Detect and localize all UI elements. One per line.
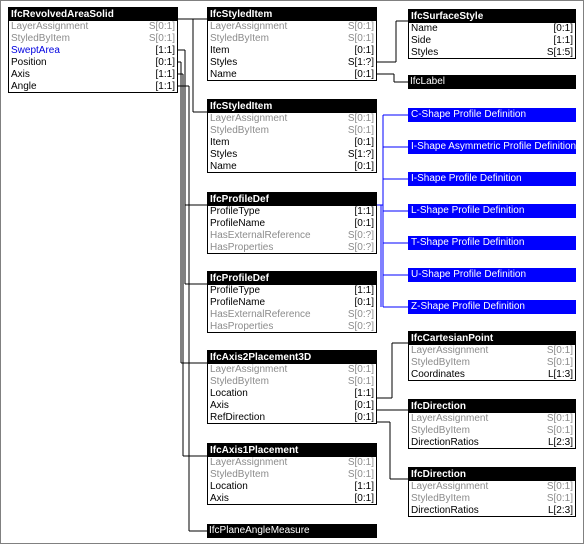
attribute-name: LayerAssignment: [411, 481, 489, 492]
entity-ifc-label[interactable]: IfcLabel: [408, 75, 576, 89]
attribute-cardinality: S[0:1]: [148, 33, 175, 44]
entity-title: IfcStyledItem: [208, 100, 376, 113]
attribute-name: LayerAssignment: [411, 413, 489, 424]
attribute-name: ProfileName: [210, 218, 266, 229]
attribute-name: HasExternalReference: [210, 230, 311, 241]
attribute-cardinality: L[1:3]: [547, 369, 573, 380]
attribute-cardinality: S[0:1]: [347, 364, 374, 375]
profile-definition-c-shape[interactable]: C-Shape Profile Definition: [408, 108, 576, 122]
attribute-row[interactable]: [409, 47, 575, 59]
attribute-row[interactable]: [208, 297, 376, 309]
attribute-name: RefDirection: [210, 412, 266, 423]
entity-title: IfcDirection: [409, 468, 575, 481]
attribute-row[interactable]: [409, 345, 575, 357]
attribute-cardinality: S[0:?]: [347, 242, 374, 253]
attribute-name: StyledByItem: [210, 125, 269, 136]
attribute-row[interactable]: [409, 357, 575, 369]
attribute-name: StyledByItem: [210, 469, 269, 480]
attribute-row[interactable]: [208, 218, 376, 230]
attribute-row[interactable]: [208, 321, 376, 333]
attribute-name: ProfileType: [210, 206, 261, 217]
attribute-cardinality: S[0:1]: [347, 125, 374, 136]
attribute-row[interactable]: [409, 413, 575, 425]
attribute-cardinality: [0:1]: [354, 400, 374, 411]
attribute-name: Name: [210, 69, 237, 80]
attribute-cardinality: [0:1]: [354, 218, 374, 229]
entity-ifc-cartesian-point[interactable]: [408, 331, 576, 381]
profile-definition-t-shape[interactable]: T-Shape Profile Definition: [408, 236, 576, 250]
attribute-cardinality: L[2:3]: [547, 437, 573, 448]
attribute-row[interactable]: [409, 425, 575, 437]
attribute-row[interactable]: [409, 505, 575, 517]
attribute-name: Position: [11, 57, 47, 68]
attribute-name: Angle: [11, 81, 37, 92]
attribute-row[interactable]: [9, 21, 177, 33]
entity-ifc-profile-def[interactable]: [207, 192, 377, 254]
entity-ifc-profile-def[interactable]: [207, 271, 377, 333]
entity-ifc-plane-angle-measure[interactable]: IfcPlaneAngleMeasure: [207, 524, 377, 538]
attribute-name: LayerAssignment: [11, 21, 89, 32]
attribute-row[interactable]: [208, 33, 376, 45]
attribute-row[interactable]: [208, 412, 376, 424]
attribute-row[interactable]: [208, 113, 376, 125]
attribute-row[interactable]: [409, 493, 575, 505]
attribute-cardinality: S[1:?]: [347, 149, 374, 160]
entity-title: IfcProfileDef: [208, 193, 376, 206]
attribute-name: Location: [210, 481, 248, 492]
attribute-name: DirectionRatios: [411, 437, 479, 448]
attribute-cardinality: S[0:1]: [347, 33, 374, 44]
attribute-cardinality: [1:1]: [354, 285, 374, 296]
entity-title: IfcSurfaceStyle: [409, 10, 575, 23]
attribute-row[interactable]: [208, 400, 376, 412]
entity-title: IfcRevolvedAreaSolid: [9, 8, 177, 21]
attribute-row[interactable]: [409, 481, 575, 493]
entity-title: IfcProfileDef: [208, 272, 376, 285]
attribute-name: Styles: [411, 47, 439, 58]
attribute-name: LayerAssignment: [210, 113, 288, 124]
entity-title: IfcAxis1Placement: [208, 444, 376, 457]
attribute-name: HasProperties: [210, 321, 274, 332]
attribute-cardinality: S[1:5]: [546, 47, 573, 58]
attribute-name: StyledByItem: [411, 493, 470, 504]
attribute-name: ProfileName: [210, 297, 266, 308]
attribute-name: SweptArea: [11, 45, 60, 56]
attribute-cardinality: [1:1]: [553, 35, 573, 46]
attribute-name: LayerAssignment: [210, 21, 288, 32]
attribute-name: ProfileType: [210, 285, 261, 296]
attribute-row[interactable]: [409, 35, 575, 47]
attribute-cardinality: S[0:1]: [546, 493, 573, 504]
attribute-cardinality: [0:1]: [354, 69, 374, 80]
attribute-name: LayerAssignment: [210, 364, 288, 375]
attribute-row[interactable]: [208, 137, 376, 149]
attribute-cardinality: S[0:1]: [546, 425, 573, 436]
profile-definition-z-shape[interactable]: Z-Shape Profile Definition: [408, 300, 576, 314]
attribute-row[interactable]: [208, 376, 376, 388]
attribute-row[interactable]: [208, 457, 376, 469]
entity-ifc-direction[interactable]: [408, 467, 576, 517]
entity-title: IfcStyledItem: [208, 8, 376, 21]
attribute-cardinality: [1:1]: [155, 45, 175, 56]
attribute-row[interactable]: [208, 161, 376, 173]
attribute-name: LayerAssignment: [210, 457, 288, 468]
attribute-name: StyledByItem: [411, 425, 470, 436]
attribute-name: Name: [411, 23, 438, 34]
entity-ifc-direction[interactable]: [408, 399, 576, 449]
attribute-row[interactable]: [409, 369, 575, 381]
attribute-row[interactable]: [208, 469, 376, 481]
attribute-name: Axis: [210, 493, 229, 504]
attribute-name: StyledByItem: [11, 33, 70, 44]
entity-title: IfcDirection: [409, 400, 575, 413]
entity-title: IfcCartesianPoint: [409, 332, 575, 345]
attribute-row[interactable]: [208, 230, 376, 242]
attribute-name: DirectionRatios: [411, 505, 479, 516]
attribute-name: StyledByItem: [411, 357, 470, 368]
attribute-cardinality: [0:1]: [354, 412, 374, 423]
attribute-cardinality: [0:1]: [354, 45, 374, 56]
attribute-cardinality: [0:1]: [553, 23, 573, 34]
entity-ifc-surface-style[interactable]: [408, 9, 576, 59]
attribute-cardinality: S[0:?]: [347, 309, 374, 320]
entity-ifc-styled-item[interactable]: [207, 99, 377, 173]
entity-ifc-revolved-area-solid[interactable]: [8, 7, 178, 93]
attribute-name: Styles: [210, 149, 238, 160]
attribute-cardinality: S[0:1]: [546, 481, 573, 492]
attribute-row[interactable]: [9, 81, 177, 93]
attribute-cardinality: S[0:1]: [148, 21, 175, 32]
attribute-row[interactable]: [9, 57, 177, 69]
attribute-cardinality: S[0:1]: [546, 345, 573, 356]
attribute-row[interactable]: [9, 33, 177, 45]
attribute-name: StyledByItem: [210, 33, 269, 44]
attribute-cardinality: [1:1]: [354, 206, 374, 217]
attribute-cardinality: S[0:1]: [347, 469, 374, 480]
attribute-row[interactable]: [208, 364, 376, 376]
attribute-name: Name: [210, 161, 237, 172]
entity-ifc-axis1-placement[interactable]: [207, 443, 377, 505]
attribute-row[interactable]: [208, 45, 376, 57]
attribute-name: Axis: [210, 400, 229, 411]
attribute-cardinality: [1:1]: [354, 388, 374, 399]
attribute-row[interactable]: [208, 125, 376, 137]
attribute-row[interactable]: [9, 45, 177, 57]
attribute-name: Styles: [210, 57, 238, 68]
attribute-row[interactable]: [208, 57, 376, 69]
attribute-cardinality: S[0:1]: [546, 357, 573, 368]
attribute-row[interactable]: [409, 437, 575, 449]
attribute-name: Axis: [11, 69, 30, 80]
profile-definition-i-shape-asymmetric[interactable]: I-Shape Asymmetric Profile Definition: [408, 140, 576, 154]
profile-definition-l-shape[interactable]: L-Shape Profile Definition: [408, 204, 576, 218]
attribute-cardinality: [0:1]: [354, 161, 374, 172]
attribute-cardinality: [1:1]: [354, 481, 374, 492]
attribute-cardinality: L[2:3]: [547, 505, 573, 516]
entity-ifc-axis2-placement-3d[interactable]: [207, 350, 377, 424]
profile-definition-i-shape[interactable]: I-Shape Profile Definition: [408, 172, 576, 186]
attribute-row[interactable]: [208, 309, 376, 321]
attribute-row[interactable]: [208, 388, 376, 400]
attribute-name: LayerAssignment: [411, 345, 489, 356]
attribute-cardinality: [1:1]: [155, 81, 175, 92]
attribute-name: HasProperties: [210, 242, 274, 253]
attribute-row[interactable]: [409, 23, 575, 35]
attribute-cardinality: S[0:1]: [347, 457, 374, 468]
attribute-cardinality: [0:1]: [155, 57, 175, 68]
attribute-name: Coordinates: [411, 369, 465, 380]
attribute-cardinality: S[0:1]: [347, 21, 374, 32]
attribute-row[interactable]: [208, 481, 376, 493]
attribute-row[interactable]: [208, 493, 376, 505]
attribute-cardinality: S[0:?]: [347, 321, 374, 332]
attribute-name: HasExternalReference: [210, 309, 311, 320]
attribute-cardinality: S[0:?]: [347, 230, 374, 241]
attribute-cardinality: [0:1]: [354, 493, 374, 504]
attribute-row[interactable]: [208, 69, 376, 81]
attribute-row[interactable]: [9, 69, 177, 81]
attribute-cardinality: [0:1]: [354, 297, 374, 308]
attribute-row[interactable]: [208, 242, 376, 254]
attribute-row[interactable]: [208, 206, 376, 218]
attribute-name: Item: [210, 45, 230, 56]
attribute-cardinality: S[1:?]: [347, 57, 374, 68]
entity-ifc-styled-item[interactable]: [207, 7, 377, 81]
attribute-name: Item: [210, 137, 230, 148]
attribute-row[interactable]: [208, 285, 376, 297]
attribute-cardinality: S[0:1]: [347, 376, 374, 387]
attribute-name: Side: [411, 35, 432, 46]
attribute-cardinality: S[0:1]: [347, 113, 374, 124]
attribute-cardinality: [0:1]: [354, 137, 374, 148]
entity-title: IfcAxis2Placement3D: [208, 351, 376, 364]
profile-definition-u-shape[interactable]: U-Shape Profile Definition: [408, 268, 576, 282]
attribute-cardinality: [1:1]: [155, 69, 175, 80]
attribute-row[interactable]: [208, 21, 376, 33]
attribute-name: StyledByItem: [210, 376, 269, 387]
attribute-name: Location: [210, 388, 248, 399]
attribute-cardinality: S[0:1]: [546, 413, 573, 424]
attribute-row[interactable]: [208, 149, 376, 161]
